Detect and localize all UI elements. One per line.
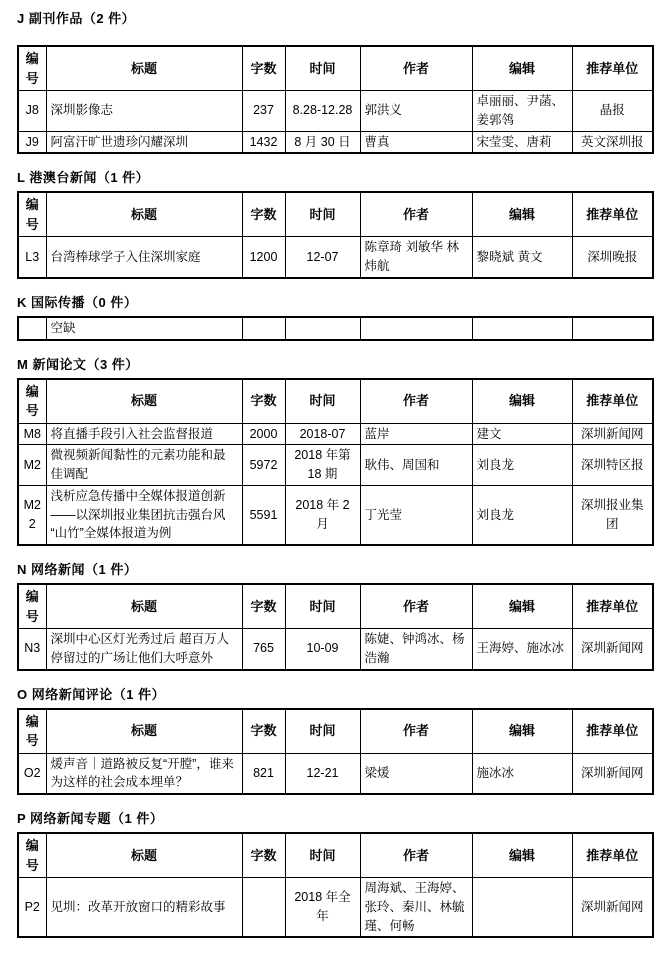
cell-number: N3 (18, 629, 46, 670)
cell-words: 1200 (242, 237, 285, 278)
col-header-words: 字数 (242, 709, 285, 754)
section-title-p: P 网络新闻专题（1 件） (17, 811, 164, 826)
col-header-editor: 编辑 (472, 584, 572, 629)
cell-words (242, 317, 285, 340)
cell-time: 10-09 (285, 629, 360, 670)
col-header-time: 时间 (285, 584, 360, 629)
col-header-author: 作者 (360, 379, 472, 424)
col-header-number: 编号 (18, 833, 46, 878)
header-row (18, 46, 653, 91)
cell-author: 曹真 (360, 131, 472, 153)
table-row (18, 131, 653, 153)
col-header-title: 标题 (46, 46, 242, 91)
cell-author: 郭洪义 (360, 91, 472, 132)
col-header-words: 字数 (242, 46, 285, 91)
cell-words: 5972 (242, 445, 285, 486)
col-header-org: 推荐单位 (572, 584, 653, 629)
cell-time: 8 月 30 日 (285, 131, 360, 153)
col-header-time: 时间 (285, 192, 360, 237)
cell-time: 8.28-12.28 (285, 91, 360, 132)
header-row (18, 833, 653, 878)
cell-author (360, 317, 472, 340)
col-header-title: 标题 (46, 833, 242, 878)
cell-org: 深圳新闻网 (572, 878, 653, 938)
cell-number: M8 (18, 423, 46, 445)
entries-table-n (17, 583, 654, 671)
cell-org: 晶报 (572, 91, 653, 132)
col-header-org: 推荐单位 (572, 833, 653, 878)
cell-number: M22 (18, 485, 46, 545)
cell-number: J9 (18, 131, 46, 153)
cell-title: 深圳中心区灯光秀过后 超百万人停留过的广场让他们大呼意外 (46, 629, 242, 670)
col-header-org: 推荐单位 (572, 192, 653, 237)
col-header-org: 推荐单位 (572, 46, 653, 91)
cell-editor: 施冰冰 (472, 753, 572, 794)
cell-title: 浅析应急传播中全媒体报道创新 ——以深圳报业集团抗击强台风“山竹”全媒体报道为例 (46, 485, 242, 545)
col-header-org: 推荐单位 (572, 709, 653, 754)
section-j (17, 8, 652, 154)
table-row (18, 237, 653, 278)
col-header-title: 标题 (46, 379, 242, 424)
table-row (18, 423, 653, 445)
col-header-number: 编号 (18, 192, 46, 237)
cell-words: 821 (242, 753, 285, 794)
col-header-words: 字数 (242, 584, 285, 629)
section-title-k: K 国际传播（0 件） (17, 294, 138, 310)
col-header-number: 编号 (18, 584, 46, 629)
table-row (18, 753, 653, 794)
cell-number: P2 (18, 878, 46, 938)
cell-org: 深圳新闻网 (572, 629, 653, 670)
col-header-editor: 编辑 (472, 709, 572, 754)
cell-time: 12-21 (285, 753, 360, 794)
cell-time: 2018 年 2 月 (285, 485, 360, 545)
cell-org: 深圳报业集团 (572, 485, 653, 545)
col-header-editor: 编辑 (472, 379, 572, 424)
header-row (18, 379, 653, 424)
entries-table-k (17, 316, 654, 341)
cell-time: 2018 年第 18 期 (285, 445, 360, 486)
cell-title: 阿富汗旷世遗珍闪耀深圳 (46, 131, 242, 153)
col-header-org: 推荐单位 (572, 379, 653, 424)
cell-title: 台湾棒球学子入住深圳家庭 (46, 237, 242, 278)
col-header-author: 作者 (360, 709, 472, 754)
section-title-j: J 副刊作品（2 件） (17, 11, 136, 26)
col-header-time: 时间 (285, 46, 360, 91)
section-title-m: M 新闻论文（3 件） (17, 356, 139, 372)
section-l (17, 167, 652, 279)
section-k (17, 292, 652, 341)
cell-org: 深圳特区报 (572, 445, 653, 486)
cell-author: 丁光莹 (360, 485, 472, 545)
cell-number: L3 (18, 237, 46, 278)
cell-words: 5591 (242, 485, 285, 545)
cell-org (572, 317, 653, 340)
section-title-l: L 港澳台新闻（1 件） (17, 170, 150, 186)
cell-time: 2018-07 (285, 423, 360, 445)
section-m (17, 354, 652, 547)
cell-time (285, 317, 360, 340)
cell-org: 深圳新闻网 (572, 423, 653, 445)
cell-org: 深圳晚报 (572, 237, 653, 278)
cell-org: 深圳新闻网 (572, 753, 653, 794)
cell-editor: 建文 (472, 423, 572, 445)
cell-number: J8 (18, 91, 46, 132)
header-row (18, 709, 653, 754)
cell-time: 2018 年全年 (285, 878, 360, 938)
col-header-number: 编号 (18, 46, 46, 91)
table-row (18, 91, 653, 132)
col-header-time: 时间 (285, 709, 360, 754)
cell-title: 见圳：改革开放窗口的精彩故事 (46, 878, 242, 938)
col-header-author: 作者 (360, 192, 472, 237)
cell-editor: 卓丽丽、尹菡、姜郭鸰 (472, 91, 572, 132)
cell-author: 陈章琦 刘敏华 林炜航 (360, 237, 472, 278)
entries-table-j (17, 45, 654, 154)
header-row (18, 192, 653, 237)
cell-editor (472, 878, 572, 938)
cell-author: 周海斌、王海婷、张玲、秦川、林毓瑾、何畅 (360, 878, 472, 938)
col-header-number: 编号 (18, 379, 46, 424)
table-row (18, 629, 653, 670)
cell-editor: 黎晓斌 黄文 (472, 237, 572, 278)
entries-table-o (17, 708, 654, 796)
col-header-author: 作者 (360, 833, 472, 878)
cell-number (18, 317, 46, 340)
table-row (18, 445, 653, 486)
col-header-author: 作者 (360, 584, 472, 629)
cell-words (242, 878, 285, 938)
entries-table-m (17, 378, 654, 547)
cell-editor: 刘良龙 (472, 445, 572, 486)
section-p (17, 808, 652, 938)
cell-author: 蓝岸 (360, 423, 472, 445)
cell-title: 将直播手段引入社会监督报道 (46, 423, 242, 445)
col-header-editor: 编辑 (472, 833, 572, 878)
col-header-time: 时间 (285, 379, 360, 424)
header-row (18, 584, 653, 629)
col-header-author: 作者 (360, 46, 472, 91)
cell-title: 空缺 (46, 317, 242, 340)
col-header-time: 时间 (285, 833, 360, 878)
cell-words: 765 (242, 629, 285, 670)
cell-title: 深圳影像志 (46, 91, 242, 132)
table-row (18, 878, 653, 938)
cell-editor: 刘良龙 (472, 485, 572, 545)
col-header-editor: 编辑 (472, 46, 572, 91)
section-title-n: N 网络新闻（1 件） (17, 562, 138, 577)
cell-author: 耿伟、周国和 (360, 445, 472, 486)
cell-number: M2 (18, 445, 46, 486)
col-header-editor: 编辑 (472, 192, 572, 237)
col-header-words: 字数 (242, 833, 285, 878)
col-header-title: 标题 (46, 192, 242, 237)
cell-title: 微视频新闻黏性的元素功能和最佳调配 (46, 445, 242, 486)
cell-org: 英文深圳报 (572, 131, 653, 153)
cell-author: 陈婕、钟鸿冰、杨浩瀚 (360, 629, 472, 670)
col-header-words: 字数 (242, 379, 285, 424)
col-header-title: 标题 (46, 709, 242, 754)
cell-title: 煖声音｜道路被反复“开膛”，谁来为这样的社会成本埋单？ (46, 753, 242, 794)
cell-number: O2 (18, 753, 46, 794)
table-row (18, 317, 653, 340)
cell-words: 237 (242, 91, 285, 132)
section-title-o: O 网络新闻评论（1 件） (17, 686, 166, 702)
col-header-number: 编号 (18, 709, 46, 754)
entries-table-p (17, 832, 654, 938)
cell-author: 梁煖 (360, 753, 472, 794)
col-header-title: 标题 (46, 584, 242, 629)
section-n (17, 559, 652, 671)
cell-words: 2000 (242, 423, 285, 445)
cell-editor: 王海婷、施冰冰 (472, 629, 572, 670)
cell-time: 12-07 (285, 237, 360, 278)
col-header-words: 字数 (242, 192, 285, 237)
table-row (18, 485, 653, 545)
cell-editor: 宋莹雯、唐莉 (472, 131, 572, 153)
cell-words: 1432 (242, 131, 285, 153)
entries-table-l (17, 191, 654, 279)
section-o (17, 684, 652, 796)
cell-editor (472, 317, 572, 340)
